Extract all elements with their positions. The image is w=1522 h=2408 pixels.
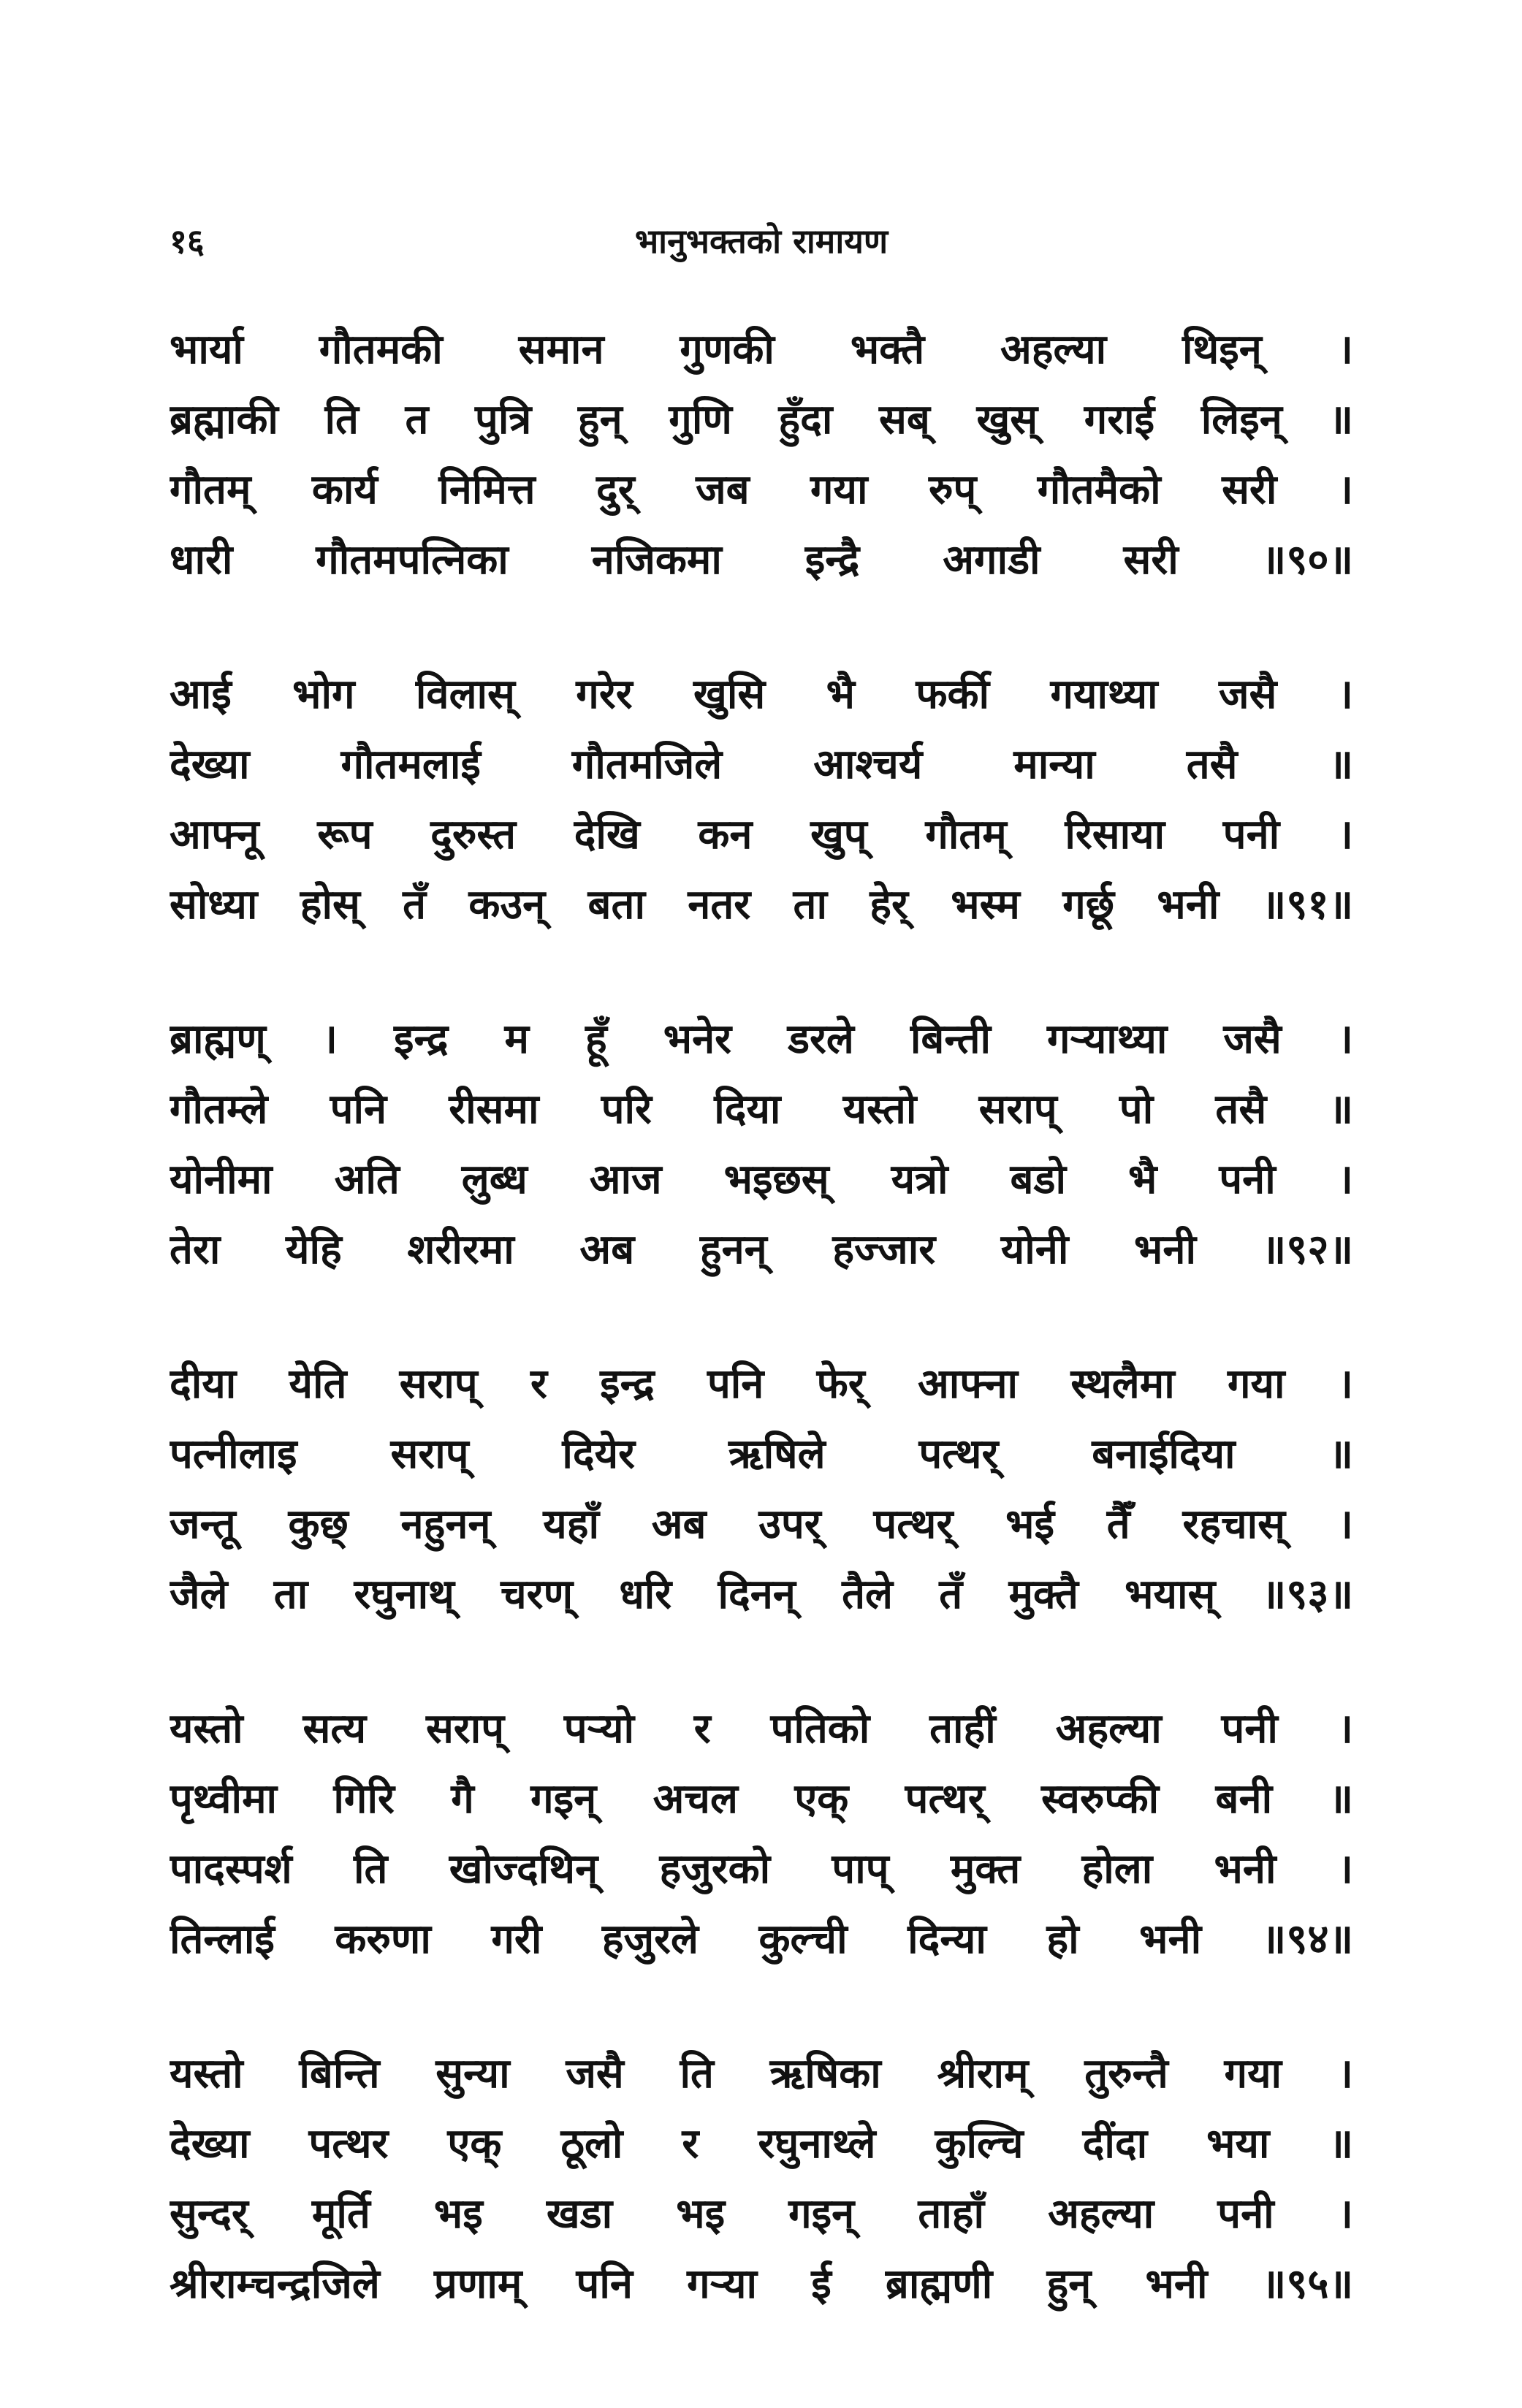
verse-line: देख्या गौतमलाई गौतमजिले आश्चर्य मान्या तसै ॥ — [170, 740, 1353, 788]
verse-line: गौतम्ले पनि रीसमा परि दिया यस्तो सराप् पो तसै ॥ — [170, 1085, 1353, 1133]
stanza — [170, 1349, 1353, 1629]
verse-line: सुन्दर् मूर्ति भइ खडा भइ गइन् ताहाँ अहल्या पनी । — [170, 2190, 1353, 2238]
page-number: १६ — [170, 221, 205, 261]
verse-line: आफ्नू रूप दुरुस्त देखि कन खुप् गौतम् रिसाया पनी । — [170, 810, 1353, 858]
verse-line: पत्नीलाइ सराप् दियेर ऋषिले पत्थर् बनाईदिया ॥ — [170, 1430, 1353, 1478]
stanza — [170, 1693, 1353, 1974]
verse-line: ब्राह्मण् । इन्द्र म हूँ भनेर डरले बिन्ती गऱ्याथ्या जसै । — [170, 1015, 1353, 1063]
verse-line: धारी गौतमपत्निका नजिकमा इन्द्रै अगाडी सरी ॥९०॥ — [170, 536, 1353, 584]
page-header — [170, 212, 1353, 270]
verse-line: योनीमा अति लुब्ध आज भइछस् यत्रो बडो भै पनी । — [170, 1155, 1353, 1203]
verse-line: जैले ता रघुनाथ् चरण् धरि दिनन् तैले तँ मुक्तै भयास् ॥९३॥ — [170, 1570, 1353, 1618]
stanza — [170, 659, 1353, 940]
stanza — [170, 1004, 1353, 1284]
verse-block — [170, 314, 1353, 2383]
verse-line: तेरा येहि शरीरमा अब हुनन् हज्जार योनी भनी ॥९२॥ — [170, 1225, 1353, 1273]
verse-line: जन्तू कुछ् नहुनन् यहाँ अब उपर् पत्थर् भई तैँ रहचास् । — [170, 1500, 1353, 1548]
verse-line: भार्या गौतमकी समान गुणकी भक्तै अहल्या थिइन् । — [170, 325, 1353, 373]
verse-line: पृथ्वीमा गिरि गै गइन् अचल एक् पत्थर् स्वरुप्की बनी ॥ — [170, 1775, 1353, 1823]
verse-line: आई भोग विलास् गरेर खुसि भै फर्की गयाथ्या जसै । — [170, 670, 1353, 718]
verse-line: सोध्या होस् तँ कउन् बता नतर ता हेर् भस्म गर्छू भनी ॥९१॥ — [170, 880, 1353, 929]
verse-line: पादस्पर्श ति खोज्दथिन् हजुरको पाप् मुक्त होला भनी । — [170, 1845, 1353, 1893]
verse-line: तिन्लाई करुणा गरी हजुरले कुल्ची दिन्या हो भनी ॥९४॥ — [170, 1915, 1353, 1963]
verse-line: दीया येति सराप् र इन्द्र पनि फेर् आफ्ना स्थलैमा गया । — [170, 1360, 1353, 1408]
verse-line: श्रीराम्चन्द्रजिले प्रणाम् पनि गऱ्या ई ब्राह्मणी हुन् भनी ॥९५॥ — [170, 2260, 1353, 2308]
stanza — [170, 314, 1353, 595]
verse-line: गौतम् कार्य निमित्त दुर् जब गया रुप् गौतमैको सरी । — [170, 465, 1353, 514]
verse-line: यस्तो सत्य सराप् पऱ्यो र पतिको ताहीं अहल्या पनी । — [170, 1704, 1353, 1753]
stanza — [170, 2038, 1353, 2319]
running-title: भानुभक्तको रामायण — [634, 221, 889, 261]
verse-line: ब्रह्माकी ति त पुत्रि हुन् गुणि हुँदा सब् खुस् गराई लिइन् ॥ — [170, 395, 1353, 443]
verse-line: देख्या पत्थर एक् ठूलो र रघुनाथ्ले कुल्चि दींदा भया ॥ — [170, 2119, 1353, 2168]
verse-line: यस्तो बिन्ति सुन्या जसै ति ऋषिका श्रीराम् तुरुन्तै गया । — [170, 2049, 1353, 2098]
